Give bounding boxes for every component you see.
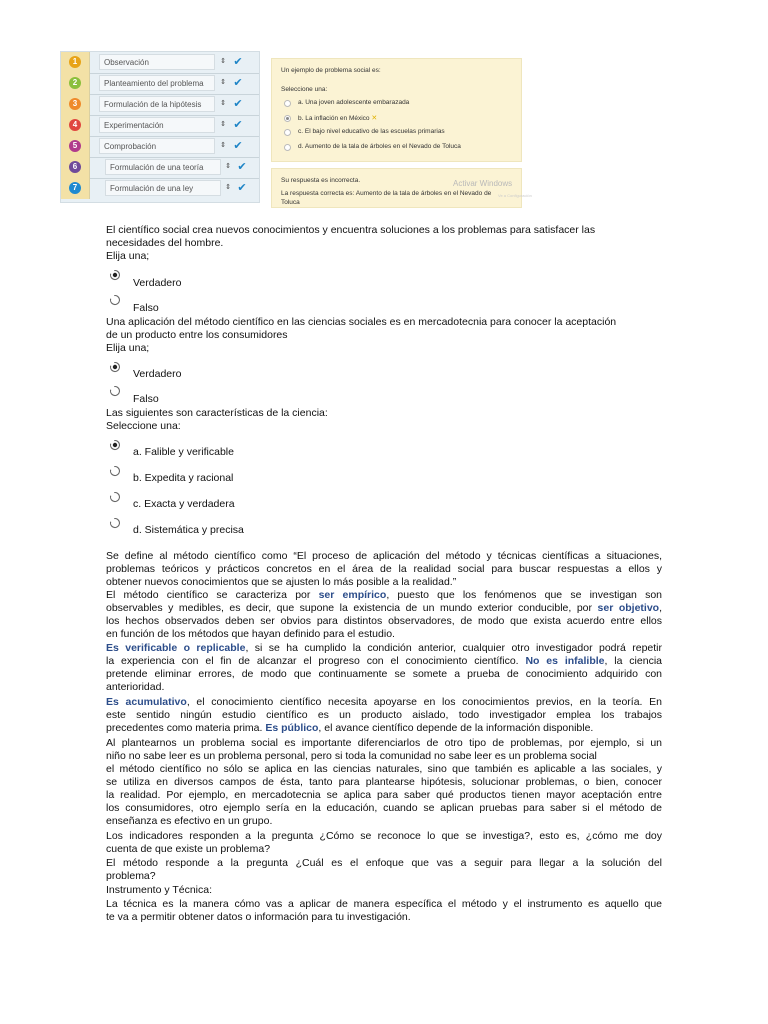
step-row-1 [61,52,259,74]
feedback-panel [271,168,532,208]
q2-statement: Una aplicación del método científico en las ciencias sociales es en mercadotecnia para conocer la aceptación [106,316,617,328]
q3-option-b: b. Expedita y racional [133,472,234,484]
q2-choose-one: Elija una; [106,342,150,354]
radio-option-a[interactable] [284,100,291,107]
step-select-7[interactable]: Formulación de una ley [105,180,221,196]
essay-line-acumulativo: Es acumulativo, el conocimiento científico necesita apoyarse en los conocimientos previos, en la teoría. En [106,696,662,708]
step-row-4 [61,115,259,137]
essay-section-heading: Instrumento y Técnica: [106,884,213,896]
radio-false[interactable] [108,384,122,398]
q1-statement-cont: necesidades del hombre. [106,237,224,249]
dropdown-arrows-icon[interactable]: ⇕ [225,184,231,191]
essay-line-verificable: Es verificable o replicable, si se ha cumplido la condición anterior, cualquier otro investigador podrá repetir [106,642,662,654]
step-number-badge: 7 [69,182,81,194]
step-select-4[interactable]: Experimentación [99,117,215,133]
option-b-label: b. La inflación en México ✕ [298,115,378,122]
radio-false[interactable] [108,293,122,307]
essay-line: pretende eliminar errores, de modo que continuamente se somete a prueba de conocimiento adquirido con [106,668,662,680]
q3-option-d: d. Sistemática y precisa [133,524,244,536]
step-row-5 [61,136,259,158]
step-number-badge: 5 [69,140,81,152]
highlight-term: ser objetivo [597,602,660,614]
highlight-term: Es verificable o replicable [106,642,246,654]
select-one-label: Seleccione una: [281,86,328,93]
step-select-6[interactable]: Formulación de una teoría [105,159,221,175]
essay-line: enseñanza es efectivo en un grupo. [106,815,273,827]
check-icon: ✔ [233,98,243,110]
q2-option-false: Falso [133,393,159,405]
essay-line: anterioridad. [106,681,165,693]
step-number-badge: 1 [69,56,81,68]
step-select-2[interactable]: Planteamiento del problema [99,75,215,91]
radio-option-c[interactable] [108,490,122,504]
radio-option-b[interactable] [108,464,122,478]
highlight-term: No es infalible [525,655,605,667]
essay-line: los hechos observados deben ser obvios para distintos observadores, de modo que exista acuerdo entre ellos [106,615,662,627]
option-c-label: c. El bajo nivel educativo de las escuelas primarias [298,128,445,135]
step-row-6 [61,157,259,179]
essay-line: La técnica es la manera cómo vas a aplicar de manera específica el método y el instrumento es aquello que [106,898,662,910]
feedback-incorrect: Su respuesta es incorrecta. [281,177,361,184]
dropdown-arrows-icon[interactable]: ⇕ [220,142,226,149]
q1-option-true: Verdadero [133,277,182,289]
radio-true-selected[interactable] [108,268,122,282]
highlight-term: Es acumulativo [106,696,187,708]
quiz-question-panel [271,58,522,162]
q3-statement: Las siguientes son características de la ciencia: [106,407,328,419]
highlight-term: Es público [265,722,319,734]
scientific-method-steps-panel [60,51,260,203]
essay-line: el método científico no sólo se aplica en las ciencias naturales, sino que también es aplicable a las sociales, y [106,763,662,775]
radio-option-d[interactable] [284,144,291,151]
q1-statement: El científico social crea nuevos conocimientos y encuentra soluciones a los problemas para satisfacer las [106,224,596,236]
essay-line: El método responde a la pregunta ¿Cuál es el enfoque que vas a seguir para llegar a la solución del [106,857,662,869]
essay-line: cuenta de que existe un problema? [106,843,271,855]
essay-line: Los indicadores responden a la pregunta ¿Cómo se reconoce lo que se investiga?, esto es, ¿cómo me doy [106,830,662,842]
question-prompt: Un ejemplo de problema social es: [281,67,381,74]
essay-line: se utiliza en diversos campos de ésta, tanto para plantearse hipótesis, solucionar problemas, o bien, conocer [106,776,662,788]
step-row-7 [61,178,259,199]
essay-line: niño no sabe leer es un problema personal, pero si toda la comunidad no sabe leer es un problema social [106,750,597,762]
essay-line: los consumidores, otro ejemplo sería en la educación, cuando se aplican pruebas para saber si el método de [106,802,662,814]
radio-option-d[interactable] [108,516,122,530]
essay-line: obtener nuevos conocimientos que se ajusten lo más posible a la realidad.” [106,576,457,588]
essay-line: Al plantearnos un problema social es importante diferenciarlos de otro tipo de problemas, por ejemplo, si un [106,737,662,749]
step-number-badge: 3 [69,98,81,110]
essay-line-objetivo: observables y medibles, es decir, que supone la existencia de un mundo exterior conducible, por ser objetivo, [106,602,662,614]
essay-line: te va a permitir obtener datos o información para tu investigación. [106,911,411,923]
windows-activation-watermark: Activar Windows [453,179,513,188]
q2-option-true: Verdadero [133,368,182,380]
step-select-1[interactable]: Observación [99,54,215,70]
essay-line-empirico: El método científico se caracteriza por ser empírico, puesto que los fenómenos que se investigan son [106,589,663,601]
dropdown-arrows-icon[interactable]: ⇕ [225,163,231,170]
highlight-term: ser empírico [318,589,387,601]
essay-line-infalible: la experiencia con el fin de alcanzar el progreso con el conocimiento científico. No es infalible, la ciencia [106,655,662,667]
step-number-badge: 6 [69,161,81,173]
step-select-5[interactable]: Comprobación [99,138,215,154]
q1-choose-one: Elija una; [106,250,150,262]
essay-line: la realidad. Por ejemplo, en mercadotecnia se aplica para saber qué productos tienen mayor aceptación entre [106,789,662,801]
essay-line: Se define al método científico como “El proceso de aplicación del método y técnicas científicas a situaciones, [106,550,662,562]
check-icon: ✔ [237,182,247,194]
q1-option-false: Falso [133,302,159,314]
option-a-label: a. Una joven adolescente embarazada [298,99,410,106]
essay-line: este sentido ningún estudio científico es un producto aislado, todo investigador emplea los trabajos [106,709,662,721]
step-select-3[interactable]: Formulación de la hipótesis [99,96,215,112]
step-number-badge: 4 [69,119,81,131]
check-icon: ✔ [237,161,247,173]
essay-line-publico: precedentes como materia prima. Es público, el avance científico depende de la información disponible. [106,722,594,734]
essay-line: problemas teóricos y prácticos concretos en el área de la realidad social para buscar respuestas a ellos y [106,563,662,575]
feedback-correct-answer-cont: Toluca [281,199,300,206]
step-row-2 [61,73,259,95]
dropdown-arrows-icon[interactable]: ⇕ [220,79,226,86]
dropdown-arrows-icon[interactable]: ⇕ [220,58,226,65]
check-icon: ✔ [233,140,243,152]
q3-select-one: Seleccione una: [106,420,181,432]
feedback-correct-answer: La respuesta correcta es: Aumento de la tala de árboles en el Nevado de [281,190,492,197]
radio-true-selected[interactable] [108,360,122,374]
step-row-3 [61,94,259,116]
check-icon: ✔ [233,56,243,68]
check-icon: ✔ [233,119,243,131]
incorrect-mark-icon: ✕ [371,115,378,122]
windows-activation-subtext: Ve a Configuración [498,193,532,198]
dropdown-arrows-icon[interactable]: ⇕ [220,121,226,128]
radio-option-c[interactable] [284,129,291,136]
q3-option-a: a. Falible y verificable [133,446,234,458]
q3-option-c: c. Exacta y verdadera [133,498,235,510]
dropdown-arrows-icon[interactable]: ⇕ [220,100,226,107]
radio-option-a-selected[interactable] [108,438,122,452]
essay-line: problema? [106,870,156,882]
essay-line: en función de los métodos que hayan definido para el estudio. [106,628,395,640]
option-d-label: d. Aumento de la tala de árboles en el Nevado de Toluca [298,143,461,150]
check-icon: ✔ [233,77,243,89]
radio-option-b[interactable] [284,115,291,122]
q2-statement-cont: de un producto entre los consumidores [106,329,288,341]
step-number-badge: 2 [69,77,81,89]
